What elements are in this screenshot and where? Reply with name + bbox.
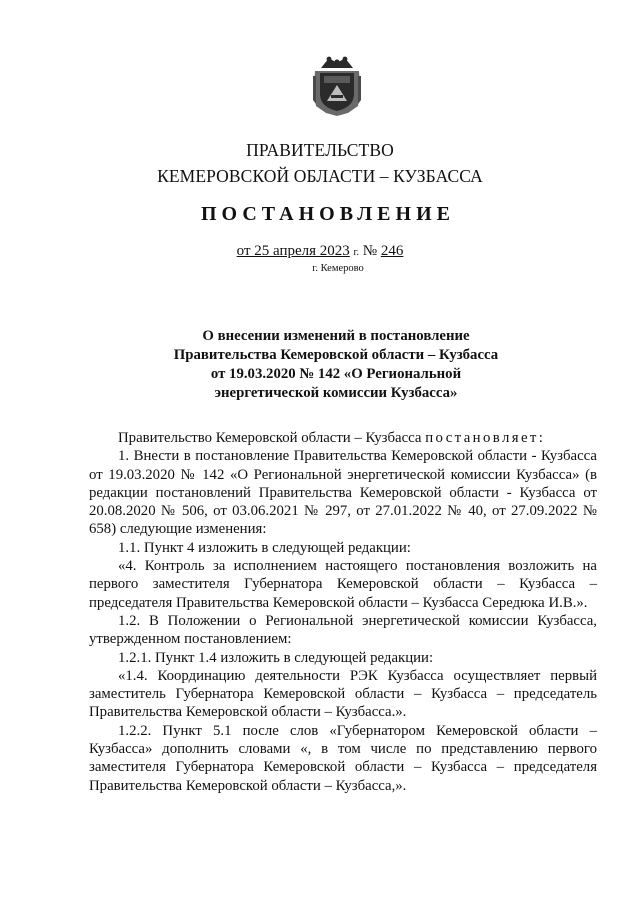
clause-1-2-1: 1.2.1. Пункт 1.4 изложить в следующей редакции: [118,649,434,666]
clause-1-1: 1.1. Пункт 4 изложить в следующей редакции: [118,539,411,556]
number-sign: № [362,243,378,259]
clause-1-1-quote: «4. Контроль за исполнением настоящего постановления возложить на первого заместителя Губернатора Кемеровской области – Кузбасса – председателя Правительства Кемеровской области – Кузбасса Середюка И.В.». [89,558,597,611]
title-line: от 19.03.2020 № 142 «О Региональной [210,366,462,382]
coat-of-arms-icon [312,54,362,116]
document-type: ПОСТАНОВЛЕНИЕ [201,203,455,225]
document-date: от 25 апреля 2023 [236,243,350,259]
city: г. Кемерово [312,263,364,274]
clause-1-2: 1.2. В Положении о Региональной энергетической комиссии Кузбасса, утвержденном постановлением: [89,612,597,648]
intro-text: Правительство Кемеровской области – Кузбасса [118,430,426,446]
document-title [150,327,522,403]
resolves-word: постановляет: [425,430,546,446]
document-number: 246 [380,243,404,259]
authority-name-line1: ПРАВИТЕЛЬСТВО [246,140,394,160]
clause-1-2-1-quote: «1.4. Координацию деятельности РЭК Кузбасса осуществляет первый заместитель Губернатора Кемеровской области – Кузбасса – председатель Правительства Кемеровской области – Кузбасса.». [89,667,597,721]
authority-name-line2: КЕМЕРОВСКОЙ ОБЛАСТИ – КУЗБАССА [157,166,483,186]
clause-1: 1. Внести в постановление Правительства Кемеровской области - Кузбасса от 19.03.2020 № 142 «О Региональной энергетической комиссии Кузбасса» (в редакции постановлений Правительства Кемеровской области - Кузбасса от 20.08.2020 № 506, от 03.06.2021 № 297, от 27.01.2022 № 40, от 27.09.2022 № 658) следующие изменения: [89,448,597,538]
title-line: энергетической комиссии Кузбасса» [214,385,458,401]
title-line: Правительства Кемеровской области – Кузбасса [173,347,499,363]
clause-1-2-2: 1.2.2. Пункт 5.1 после слов «Губернатором Кемеровской области – Кузбасса» дополнить словами «, в том числе по представлению первого заместителя Губернатора Кемеровской области – Кузбасса – председателя Правительства Кемеровской области – Кузбасса,». [89,722,597,794]
document-body [89,429,597,795]
intro-paragraph [89,429,597,447]
year-suffix: г. [353,247,360,258]
title-line: О внесении изменений в постановление [202,328,470,344]
date-number-line [0,243,640,260]
